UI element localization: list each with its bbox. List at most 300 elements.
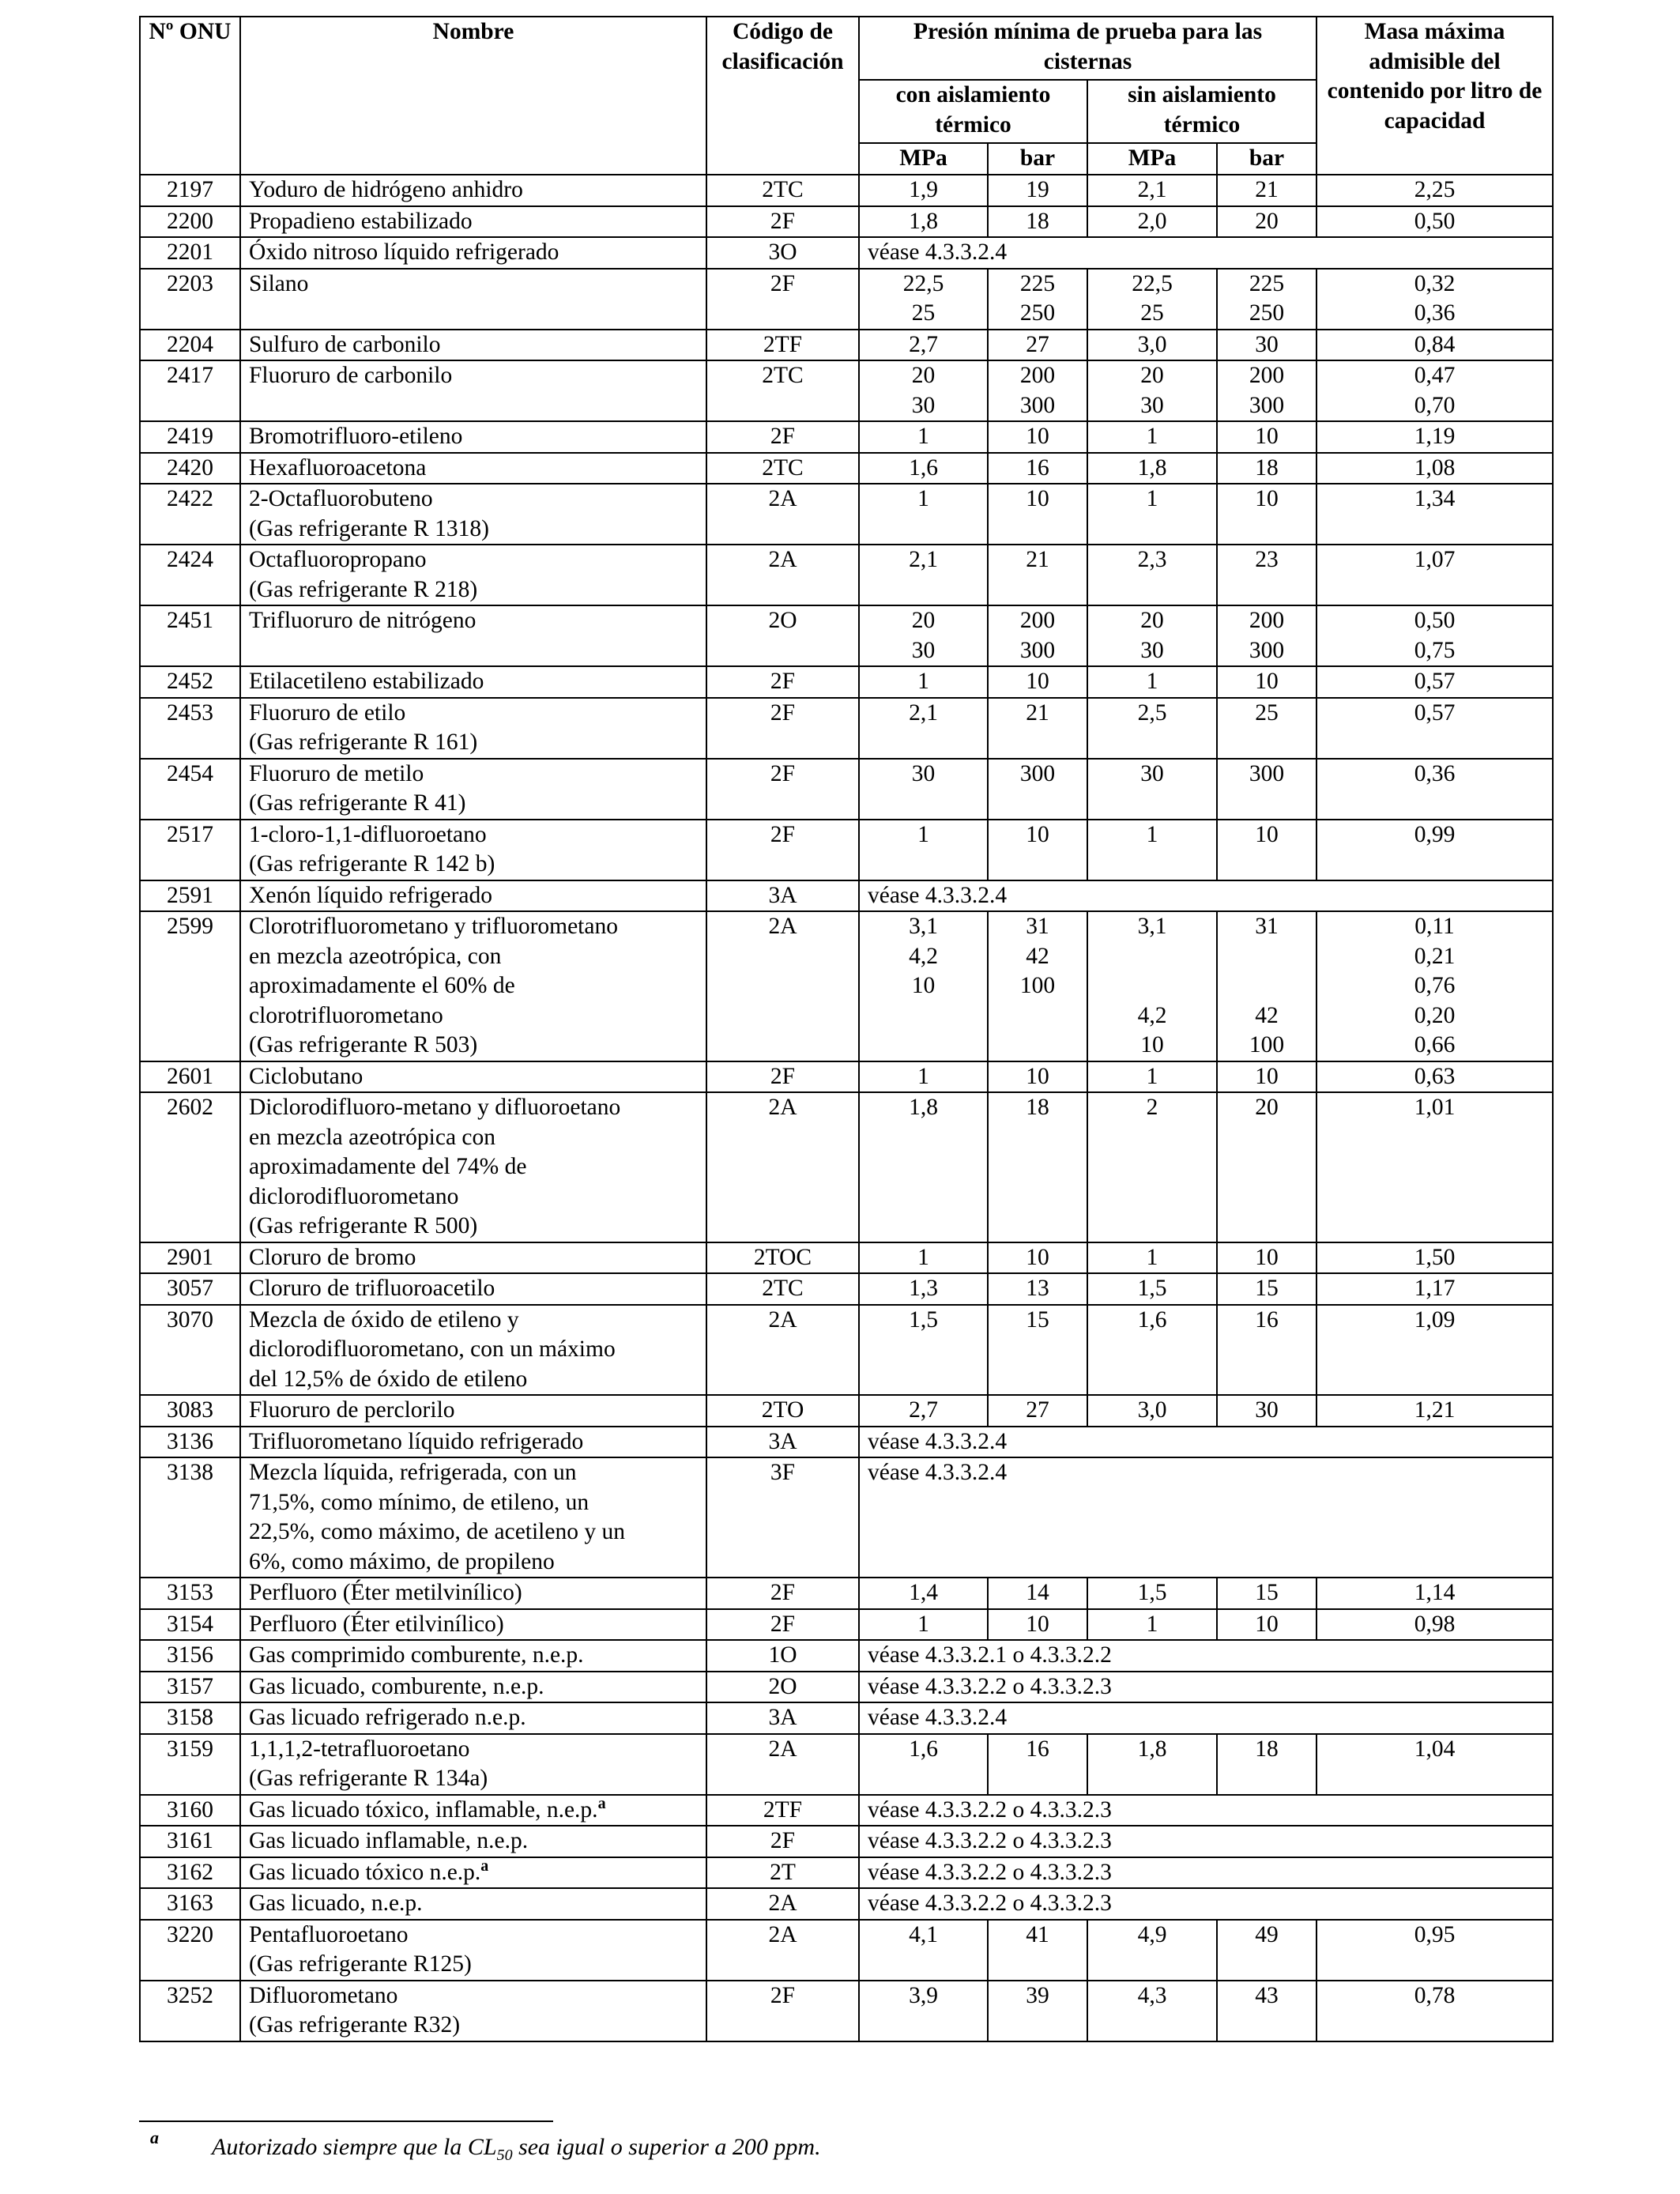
value-line: 1	[917, 486, 929, 511]
name-line: Sulfuro de carbonilo	[249, 331, 441, 357]
value-line: 1,8	[1137, 454, 1167, 481]
name-line: Etilacetileno estabilizado	[249, 669, 484, 694]
cell-un-number: 3160	[140, 1795, 240, 1826]
cell-bar-without-insulation	[1217, 545, 1317, 605]
value-line: 4,2	[909, 943, 938, 969]
name-line: Mezcla líquida, refrigerada, con un	[249, 1460, 577, 1485]
name-line: Cloruro de bromo	[249, 1244, 416, 1270]
value-line: 18	[1026, 1095, 1049, 1120]
name-line: Fluoruro de etilo	[249, 699, 406, 726]
header-unit-bar: bar	[1217, 143, 1317, 175]
cell-reference: véase 4.3.3.2.2 o 4.3.3.2.3	[859, 1857, 1553, 1889]
cell-bar-with-insulation	[988, 484, 1087, 545]
value-line: 4,1	[909, 1921, 938, 1947]
cell-name	[240, 1702, 706, 1734]
name-line: 2-Octafluorobuteno	[249, 486, 433, 511]
value-line: 1,5	[909, 1306, 938, 1333]
value-line: 0,32	[1414, 270, 1456, 296]
cell-un-number: 3138	[140, 1457, 240, 1578]
name-line-with-footnote	[249, 1796, 698, 1826]
name-line: (Gas refrigerante R 1318)	[249, 515, 489, 541]
table-row	[140, 1609, 1553, 1641]
cell-bar-with-insulation	[988, 545, 1087, 605]
cell-mpa-with-insulation	[859, 1305, 988, 1396]
table-row	[140, 269, 1553, 330]
footnote-divider	[139, 2120, 553, 2122]
value-line: 250	[1249, 300, 1285, 326]
table-row	[140, 1242, 1553, 1274]
value-line: 0,36	[1414, 760, 1456, 786]
cell-bar-with-insulation	[988, 1920, 1087, 1981]
table-row	[140, 698, 1553, 759]
table-row	[140, 1457, 1553, 1578]
cell-un-number: 3154	[140, 1609, 240, 1641]
cell-max-mass-kg	[1317, 1305, 1553, 1396]
table-row	[140, 206, 1553, 238]
table-row	[140, 1734, 1553, 1795]
cell-name	[240, 820, 706, 880]
cell-max-mass-kg	[1317, 759, 1553, 820]
value-line: 20	[911, 608, 936, 633]
cell-un-number: 2517	[140, 820, 240, 880]
table-row	[140, 330, 1553, 361]
cell-bar-without-insulation	[1217, 698, 1317, 759]
value-line: 300	[1019, 637, 1056, 663]
value-line: 1,5	[1137, 1276, 1167, 1301]
cell-name	[240, 1609, 706, 1641]
value-line: 1,21	[1414, 1397, 1456, 1423]
cell-bar-without-insulation	[1217, 360, 1317, 421]
value-line: 25	[1140, 300, 1164, 326]
cell-reference: véase 4.3.3.2.4	[859, 237, 1553, 269]
cell-un-number: 2420	[140, 453, 240, 484]
cell-bar-without-insulation	[1217, 1395, 1317, 1427]
value-line: 0,57	[1414, 699, 1456, 726]
cell-bar-without-insulation	[1217, 666, 1317, 698]
cell-name	[240, 1395, 706, 1427]
table-row	[140, 453, 1553, 484]
cell-un-number: 3159	[140, 1734, 240, 1795]
name-line: (Gas refrigerante R125)	[249, 1951, 472, 1977]
cell-mpa-without-insulation	[1087, 911, 1217, 1061]
cell-name	[240, 206, 706, 238]
cell-bar-without-insulation	[1217, 911, 1317, 1061]
value-line	[1096, 971, 1208, 1001]
value-line: 1	[917, 1063, 929, 1089]
value-line: 18	[1255, 1736, 1279, 1762]
cell-reference: véase 4.3.3.2.4	[859, 1427, 1553, 1458]
cell-classification-code: 3F	[706, 1457, 859, 1578]
value-line: 3,0	[1137, 331, 1167, 357]
cell-name	[240, 1578, 706, 1609]
cell-bar-with-insulation	[988, 421, 1087, 453]
value-line: 1,8	[1137, 1736, 1167, 1762]
value-line: 1	[1146, 1611, 1158, 1637]
header-unit-mpa: MPa	[1087, 143, 1217, 175]
name-line: Ciclobutano	[249, 1063, 363, 1089]
cell-un-number: 3156	[140, 1640, 240, 1672]
cell-mpa-without-insulation	[1087, 1305, 1217, 1396]
cell-name	[240, 269, 706, 330]
value-line: 30	[911, 760, 936, 786]
value-line: 2,1	[909, 547, 938, 572]
value-line: 1	[1146, 1244, 1158, 1270]
cell-mpa-without-insulation	[1087, 1981, 1217, 2041]
cell-bar-without-insulation	[1217, 484, 1317, 545]
value-line: 20	[911, 363, 936, 388]
cell-un-number: 3162	[140, 1857, 240, 1889]
name-line: Gas licuado refrigerado n.e.p.	[249, 1705, 526, 1730]
table-row	[140, 1273, 1553, 1305]
name-line: 1-cloro-1,1-difluoroetano	[249, 821, 487, 847]
cell-name	[240, 1981, 706, 2041]
cell-bar-with-insulation	[988, 1092, 1087, 1242]
value-line	[1226, 942, 1308, 972]
cell-mpa-with-insulation	[859, 1920, 988, 1981]
cell-un-number: 2197	[140, 175, 240, 206]
value-line: 1,6	[909, 1736, 938, 1762]
cell-un-number: 3157	[140, 1672, 240, 1703]
value-line: 300	[1249, 637, 1285, 663]
cell-un-number: 2419	[140, 421, 240, 453]
cell-classification-code: 2TOC	[706, 1242, 859, 1274]
footnote-mark: a	[150, 2128, 159, 2147]
cell-name	[240, 1795, 706, 1826]
value-line: 250	[1019, 300, 1056, 326]
table-row	[140, 759, 1553, 820]
cell-mpa-with-insulation	[859, 820, 988, 880]
table-row	[140, 1578, 1553, 1609]
value-line: 20	[1255, 208, 1279, 234]
name-line: aproximadamente el 60% de	[249, 973, 515, 998]
table-row	[140, 175, 1553, 206]
cell-name	[240, 605, 706, 666]
cell-max-mass-kg	[1317, 1920, 1553, 1981]
footnote-ref: a	[597, 1794, 606, 1812]
table-row	[140, 1061, 1553, 1093]
value-line: 41	[1026, 1921, 1049, 1947]
name-line: Xenón líquido refrigerado	[249, 882, 493, 908]
cell-name	[240, 759, 706, 820]
table-row	[140, 1888, 1553, 1920]
header-name: Nombre	[240, 17, 706, 175]
cell-un-number: 2901	[140, 1242, 240, 1274]
cell-bar-without-insulation	[1217, 1609, 1317, 1641]
footnote-text-end: sea igual o superior a 200 ppm.	[512, 2134, 821, 2160]
cell-mpa-with-insulation	[859, 545, 988, 605]
cell-classification-code: 2TC	[706, 453, 859, 484]
cell-max-mass-kg	[1317, 911, 1553, 1061]
value-line: 42	[1255, 1002, 1279, 1028]
value-line: 4,2	[1137, 1002, 1167, 1028]
cell-mpa-without-insulation	[1087, 666, 1217, 698]
cell-un-number: 3083	[140, 1395, 240, 1427]
cell-mpa-with-insulation	[859, 605, 988, 666]
value-line: 200	[1019, 608, 1056, 633]
name-line: Trifluoruro de nitrógeno	[249, 608, 477, 633]
cell-name	[240, 1273, 706, 1305]
cell-classification-code: 2A	[706, 1734, 859, 1795]
cell-un-number: 3158	[140, 1702, 240, 1734]
table-row	[140, 421, 1553, 453]
name-line: Difluorometano	[249, 1982, 398, 2008]
cell-mpa-with-insulation	[859, 911, 988, 1061]
value-line: 0,66	[1414, 1032, 1456, 1057]
cell-un-number: 3070	[140, 1305, 240, 1396]
cell-classification-code: 3O	[706, 237, 859, 269]
cell-classification-code: 2TO	[706, 1395, 859, 1427]
value-line: 0,57	[1414, 669, 1456, 694]
name-line: Mezcla de óxido de etileno y	[249, 1306, 519, 1333]
cell-bar-without-insulation	[1217, 1305, 1317, 1396]
name-line: Gas licuado, n.e.p.	[249, 1891, 423, 1916]
cell-name	[240, 360, 706, 421]
table-row	[140, 911, 1553, 1061]
value-line: 1	[917, 1244, 929, 1270]
cell-bar-with-insulation	[988, 269, 1087, 330]
value-line: 3,1	[909, 914, 938, 939]
value-line: 0,21	[1414, 943, 1456, 969]
cell-classification-code: 2TC	[706, 1273, 859, 1305]
value-line: 22,5	[902, 270, 944, 296]
cell-un-number: 3057	[140, 1273, 240, 1305]
table-row	[140, 820, 1553, 880]
cell-max-mass-kg	[1317, 1609, 1553, 1641]
cell-bar-with-insulation	[988, 698, 1087, 759]
cell-classification-code: 2F	[706, 666, 859, 698]
value-line: 1,14	[1414, 1580, 1456, 1605]
cell-classification-code: 3A	[706, 1427, 859, 1458]
value-line: 200	[1249, 363, 1285, 388]
cell-bar-without-insulation	[1217, 453, 1317, 484]
value-line: 10	[1255, 1611, 1279, 1637]
cell-name	[240, 1640, 706, 1672]
name-line: (Gas refrigerante R 134a)	[249, 1766, 488, 1791]
value-line: 1,6	[909, 454, 938, 481]
name-line: Gas licuado, comburente, n.e.p.	[249, 1673, 544, 1699]
cell-mpa-without-insulation	[1087, 820, 1217, 880]
cell-bar-without-insulation	[1217, 269, 1317, 330]
cell-un-number: 2422	[140, 484, 240, 545]
cell-bar-without-insulation	[1217, 1061, 1317, 1093]
cell-max-mass-kg	[1317, 206, 1553, 238]
value-line: 2,1	[1137, 177, 1167, 202]
cell-max-mass-kg	[1317, 1273, 1553, 1305]
cell-mpa-with-insulation	[859, 330, 988, 361]
cell-max-mass-kg	[1317, 269, 1553, 330]
cell-reference: véase 4.3.3.2.4	[859, 1702, 1553, 1734]
name-line: clorotrifluorometano	[249, 1002, 443, 1028]
name-line: diclorodifluorometano, con un máximo	[249, 1336, 616, 1362]
name-line: del 12,5% de óxido de etileno	[249, 1366, 528, 1392]
name-line: Silano	[249, 270, 309, 296]
cell-mpa-with-insulation	[859, 666, 988, 698]
table-row	[140, 484, 1553, 545]
cell-classification-code: 3A	[706, 880, 859, 912]
cell-bar-with-insulation	[988, 1981, 1087, 2041]
cell-mpa-with-insulation	[859, 1242, 988, 1274]
cell-name	[240, 545, 706, 605]
value-line: 31	[1026, 914, 1049, 939]
value-line: 1,8	[909, 208, 938, 234]
value-line: 225	[1249, 270, 1285, 296]
value-line: 20	[1140, 363, 1164, 388]
cell-max-mass-kg	[1317, 330, 1553, 361]
value-line: 21	[1026, 699, 1049, 726]
cell-classification-code: 2A	[706, 1888, 859, 1920]
cell-mpa-without-insulation	[1087, 269, 1217, 330]
name-line: Yoduro de hidrógeno anhidro	[249, 177, 523, 202]
header-with-insulation: con aislamiento térmico	[859, 80, 1087, 143]
cell-bar-without-insulation	[1217, 1920, 1317, 1981]
value-line: 18	[1255, 454, 1279, 481]
value-line: 300	[1249, 392, 1285, 418]
cell-classification-code: 2F	[706, 1826, 859, 1857]
cell-bar-without-insulation	[1217, 605, 1317, 666]
cell-mpa-without-insulation	[1087, 759, 1217, 820]
name-line: (Gas refrigerante R 142 b)	[249, 851, 495, 876]
name-line: Fluoruro de perclorilo	[249, 1397, 455, 1423]
table-row	[140, 1395, 1553, 1427]
cell-un-number: 2453	[140, 698, 240, 759]
cell-name	[240, 421, 706, 453]
cell-bar-without-insulation	[1217, 759, 1317, 820]
value-line: 0,78	[1414, 1982, 1456, 2008]
cell-mpa-without-insulation	[1087, 1242, 1217, 1274]
cell-classification-code: 2F	[706, 820, 859, 880]
cell-classification-code: 2T	[706, 1857, 859, 1889]
cell-mpa-with-insulation	[859, 175, 988, 206]
value-line: 2,5	[1137, 699, 1167, 726]
table-row	[140, 1427, 1553, 1458]
value-line: 0,98	[1414, 1611, 1456, 1637]
cell-un-number: 2591	[140, 880, 240, 912]
table-header	[140, 17, 1553, 175]
cell-mpa-without-insulation	[1087, 605, 1217, 666]
cell-mpa-with-insulation	[859, 759, 988, 820]
value-line: 300	[1019, 392, 1056, 418]
value-line: 30	[911, 392, 936, 418]
cell-un-number: 2200	[140, 206, 240, 238]
cell-un-number: 3136	[140, 1427, 240, 1458]
cell-mpa-without-insulation	[1087, 1061, 1217, 1093]
value-line: 25	[1255, 699, 1279, 726]
value-line: 14	[1026, 1580, 1049, 1605]
value-line: 0,50	[1414, 208, 1456, 234]
name-line: Propadieno estabilizado	[249, 208, 473, 234]
cell-bar-with-insulation	[988, 453, 1087, 484]
cell-classification-code: 2O	[706, 1672, 859, 1703]
table-row	[140, 1857, 1553, 1889]
value-line: 100	[1019, 973, 1056, 998]
cell-bar-without-insulation	[1217, 1092, 1317, 1242]
cell-max-mass-kg	[1317, 1092, 1553, 1242]
cell-mpa-without-insulation	[1087, 330, 1217, 361]
value-line: 1	[917, 821, 929, 847]
header-without-insulation: sin aislamiento térmico	[1087, 80, 1317, 143]
cell-name	[240, 484, 706, 545]
cell-mpa-with-insulation	[859, 1061, 988, 1093]
name-line: 71,5%, como mínimo, de etileno, un	[249, 1489, 590, 1515]
cell-classification-code: 2F	[706, 1061, 859, 1093]
cell-classification-code: 2F	[706, 269, 859, 330]
value-line: 0,50	[1414, 608, 1456, 633]
cell-classification-code: 2F	[706, 759, 859, 820]
cell-mpa-with-insulation	[859, 1395, 988, 1427]
value-line: 3,1	[1137, 914, 1167, 939]
cell-bar-with-insulation	[988, 820, 1087, 880]
cell-bar-without-insulation	[1217, 206, 1317, 238]
table-row	[140, 880, 1553, 912]
cell-mpa-with-insulation	[859, 421, 988, 453]
name-line: (Gas refrigerante R 218)	[249, 576, 478, 602]
value-line: 1	[917, 1611, 929, 1637]
name-line: Hexafluoroacetona	[249, 454, 427, 481]
name-line-with-footnote	[249, 1858, 698, 1888]
cell-reference: véase 4.3.3.2.2 o 4.3.3.2.3	[859, 1672, 1553, 1703]
value-line: 15	[1255, 1276, 1279, 1301]
value-line: 10	[1026, 1611, 1049, 1637]
footnote-ref: a	[480, 1857, 489, 1875]
value-line: 0,36	[1414, 300, 1456, 326]
value-line: 10	[1255, 424, 1279, 449]
value-line: 1,50	[1414, 1244, 1456, 1270]
table-row	[140, 1672, 1553, 1703]
table-row	[140, 237, 1553, 269]
name-line: (Gas refrigerante R 161)	[249, 729, 478, 755]
cell-name	[240, 666, 706, 698]
value-line: 10	[1255, 669, 1279, 694]
cell-mpa-with-insulation	[859, 360, 988, 421]
cell-reference: véase 4.3.3.2.1 o 4.3.3.2.2	[859, 1640, 1553, 1672]
value-line: 1,08	[1414, 454, 1456, 481]
value-line: 0,70	[1414, 392, 1456, 418]
cell-mpa-without-insulation	[1087, 1092, 1217, 1242]
cell-classification-code: 2TC	[706, 360, 859, 421]
cell-reference: véase 4.3.3.2.4	[859, 880, 1553, 912]
cell-un-number: 2417	[140, 360, 240, 421]
name-line: Diclorodifluoro-metano y difluoroetano	[249, 1095, 621, 1120]
cell-un-number: 2451	[140, 605, 240, 666]
name-line: aproximadamente del 74% de	[249, 1154, 527, 1179]
value-line: 2	[1146, 1095, 1158, 1120]
value-line	[1226, 971, 1308, 1001]
name-line: Bromotrifluoro-etileno	[249, 424, 463, 449]
name-line: Óxido nitroso líquido refrigerado	[249, 239, 559, 265]
cell-name	[240, 1427, 706, 1458]
value-line: 1,4	[909, 1580, 938, 1605]
table-row	[140, 1981, 1553, 2041]
cell-classification-code: 2TF	[706, 1795, 859, 1826]
value-line: 20	[1140, 608, 1164, 633]
cell-bar-with-insulation	[988, 605, 1087, 666]
value-line: 1	[1146, 1063, 1158, 1089]
cell-mpa-without-insulation	[1087, 1578, 1217, 1609]
name-line: (Gas refrigerante R32)	[249, 2012, 461, 2038]
value-line: 1	[917, 424, 929, 449]
value-line: 1	[1146, 486, 1158, 511]
value-line: 30	[1140, 760, 1164, 786]
cell-mpa-with-insulation	[859, 484, 988, 545]
cell-name	[240, 1857, 706, 1889]
value-line: 10	[1026, 1063, 1049, 1089]
cell-max-mass-kg	[1317, 484, 1553, 545]
cell-mpa-without-insulation	[1087, 175, 1217, 206]
value-line: 10	[1026, 821, 1049, 847]
cell-mpa-with-insulation	[859, 698, 988, 759]
cell-name	[240, 1305, 706, 1396]
name-line: Gas licuado tóxico n.e.p.	[249, 1859, 481, 1885]
